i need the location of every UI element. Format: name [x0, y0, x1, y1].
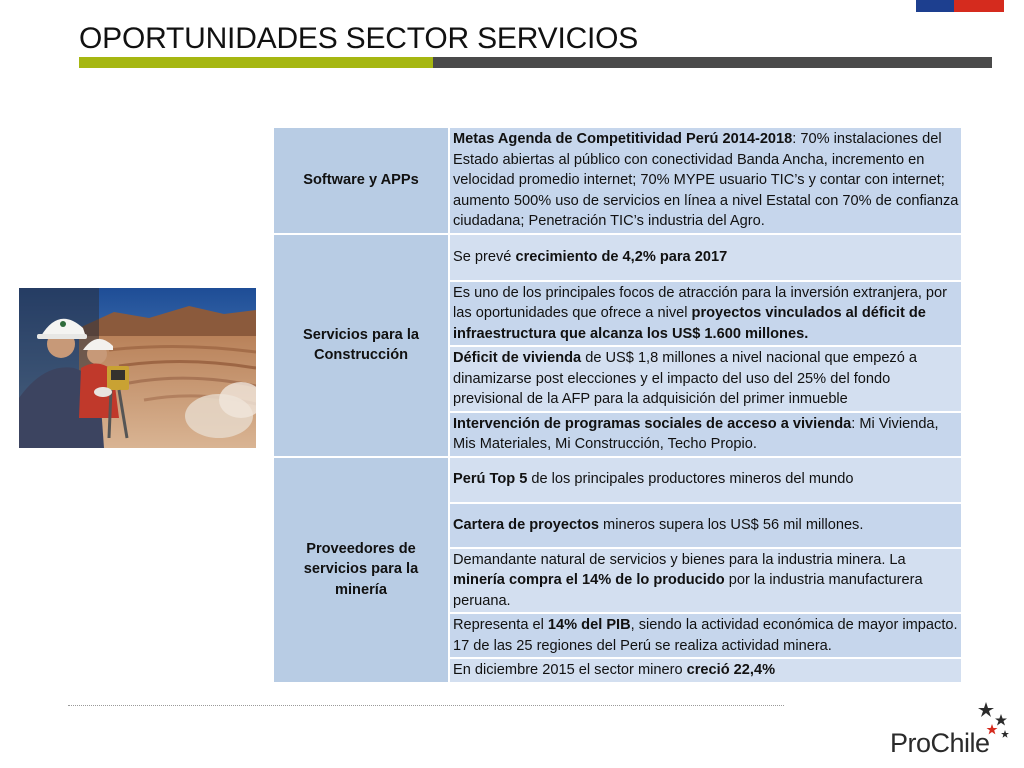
logo-text: ProChile	[890, 728, 990, 758]
detail-cell	[449, 281, 962, 347]
detail-text: Demandante natural de servicios y bienes para la industria minera. La	[453, 551, 906, 568]
footer-dotted-divider	[68, 705, 784, 706]
detail-cell	[449, 412, 962, 457]
detail-bold: proyectos vinculados al déficit de infraestructura que alcanza los US$ 1.600 millones.	[453, 305, 926, 342]
detail-bold: minería compra el 14% de lo producido	[453, 572, 725, 588]
detail-cell	[449, 613, 962, 658]
detail-text: En diciembre 2015 el sector minero	[453, 662, 687, 678]
slide-title: OPORTUNIDADES SECTOR SERVICIOS	[79, 22, 639, 55]
detail-cell	[449, 346, 962, 412]
detail-cell	[449, 457, 962, 503]
table-row	[273, 457, 962, 503]
detail-text: Representa el	[453, 617, 548, 633]
detail-text: de US$ 1,8 millones a nivel nacional que empezó a dinamizarse post elecciones y el impacto del uso del 25% del fondo previsional de la AFP para la adquisición del primer inmueble	[453, 350, 918, 407]
detail-cell	[449, 503, 962, 548]
prochile-logo	[890, 700, 1010, 760]
mining-photo-illustration	[19, 288, 256, 448]
detail-bold: 14% del PIB	[547, 617, 631, 633]
detail-cell	[449, 548, 962, 614]
detail-bold: creció 22,4%	[686, 662, 776, 678]
detail-text: de los principales productores mineros del mundo	[527, 471, 854, 488]
detail-cell	[449, 658, 962, 683]
detail-cell	[449, 127, 962, 234]
detail-text: por la industria manufacturera peruana.	[453, 572, 923, 609]
category-software-apps: Software y APPs	[273, 127, 449, 234]
chile-flag-stripe	[916, 0, 1004, 12]
table-row	[273, 127, 962, 234]
opportunities-table	[272, 126, 963, 684]
category-construccion: Servicios para la Construcción	[273, 234, 449, 457]
detail-text: : 70% instalaciones del Estado abiertas al público con conectividad Banda Ancha, incremento en velocidad promedio internet; 70% MYPE usuario TIC’s y contar con internet; aumento 500% uso de servicios en línea a nivel Estatal con 70% de confianza ciudadana; Penetración TIC’s industria del Agro.	[453, 131, 959, 229]
detail-text: , siendo la actividad económica de mayor impacto. 17 de las 25 regiones del Perú se realiza actividad minera.	[453, 617, 958, 654]
detail-bold: Metas Agenda de Competitividad Perú 2014-2018	[453, 131, 793, 147]
detail-cell	[449, 234, 962, 281]
category-mineria: Proveedores de servicios para la minería	[273, 457, 449, 683]
detail-bold: Déficit de vivienda	[453, 350, 582, 366]
title-bar-green	[79, 57, 433, 68]
title-bar-gray	[433, 57, 992, 68]
detail-bold: Cartera de proyectos	[453, 516, 599, 533]
detail-text: mineros supera los US$ 56 mil millones.	[599, 516, 864, 533]
title-underline-bar	[79, 57, 992, 68]
detail-text: Es uno de los principales focos de atracción para la inversión extranjera, por las oportunidades que ofrece a nivel	[453, 284, 948, 321]
detail-text: Se prevé	[453, 248, 516, 265]
table-row	[273, 234, 962, 281]
flag-red-band	[954, 0, 1004, 12]
mining-workers-photo	[19, 288, 256, 448]
flag-blue-band	[916, 0, 954, 12]
detail-text: : Mi Vivienda, Mis Materiales, Mi Construcción, Techo Propio.	[453, 415, 939, 452]
detail-bold: Perú Top 5	[453, 471, 528, 488]
detail-bold: Intervención de programas sociales de acceso a vivienda	[453, 415, 852, 432]
detail-bold: crecimiento de 4,2% para 2017	[515, 248, 728, 265]
